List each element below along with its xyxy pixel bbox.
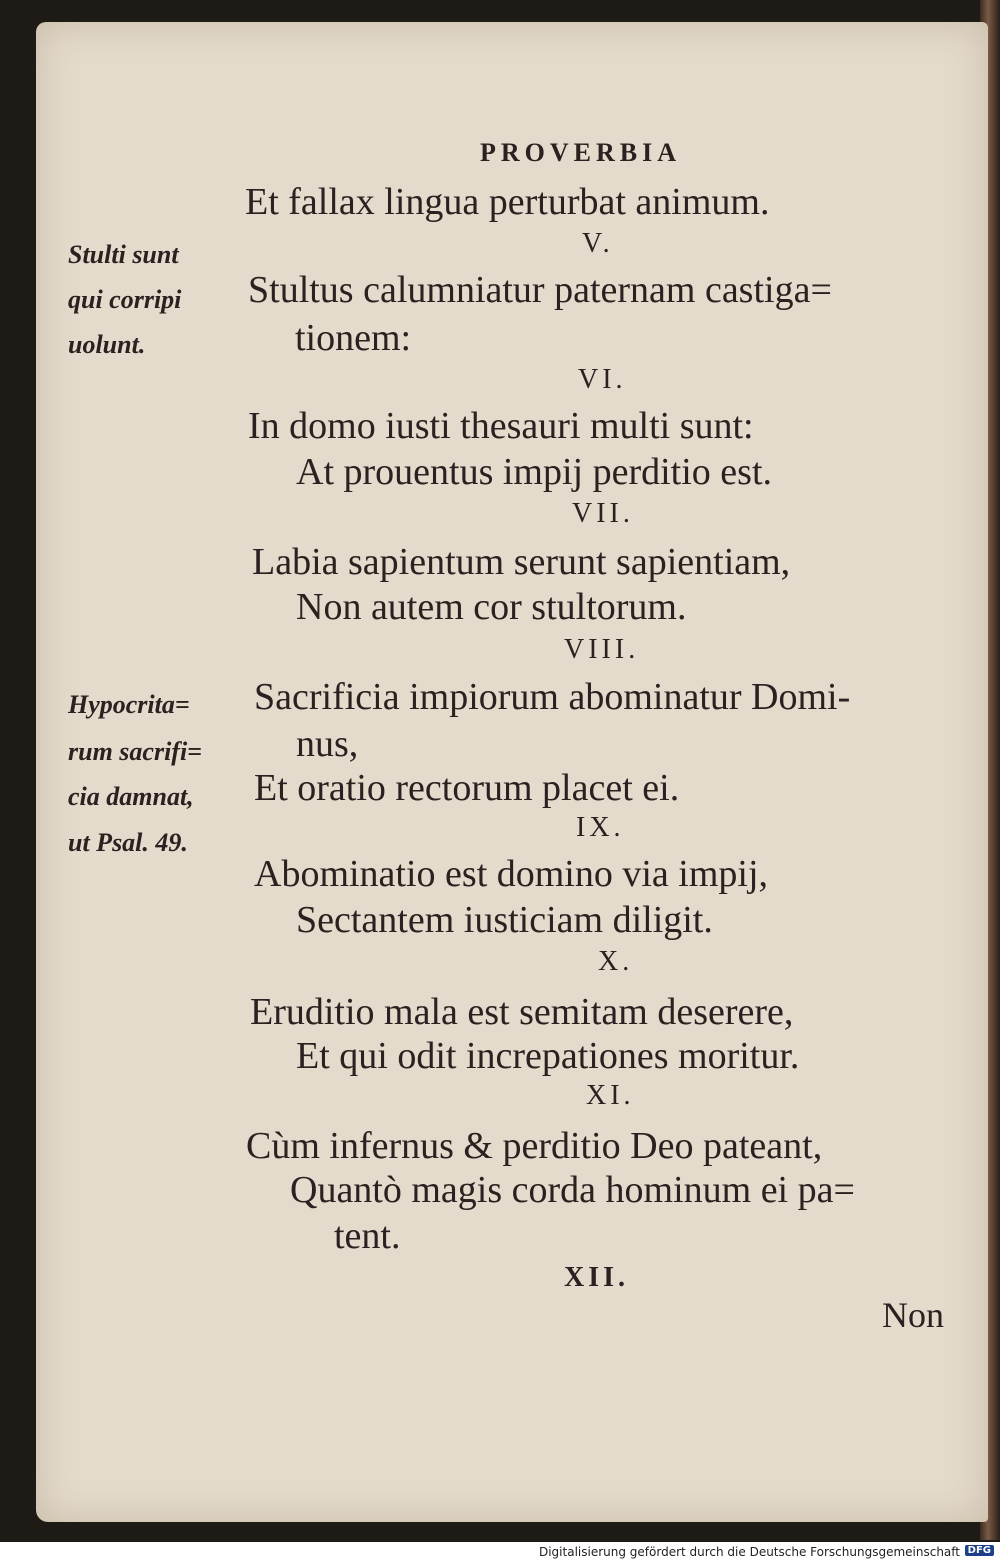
text-line: Cùm infernus & perditio Deo pateant, xyxy=(246,1125,823,1167)
marginal-note-line: cia damnat, xyxy=(68,782,194,811)
verse-number: IX. xyxy=(576,812,625,843)
verse-number: VI. xyxy=(578,364,627,395)
text-line: Quantò magis corda hominum ei pa= xyxy=(290,1169,855,1211)
text-line: Et oratio rectorum placet ei. xyxy=(254,767,680,809)
text-line: Labia sapientum serunt sapientiam, xyxy=(252,541,791,583)
text-line: tionem: xyxy=(295,317,412,359)
marginal-note-line: qui corripi xyxy=(68,285,182,314)
text-line: Sectantem iusticiam diligit. xyxy=(296,899,713,941)
dfg-logo: DFG xyxy=(965,1545,994,1556)
text-line: Et fallax lingua perturbat animum. xyxy=(245,181,770,223)
text-line: Eruditio mala est semitam deserere, xyxy=(250,991,794,1033)
text-line: Et qui odit increpationes moritur. xyxy=(296,1035,800,1077)
footer-credit: Digitalisierung gefördert durch die Deutsche Forschungsgemeinschaft xyxy=(538,1545,960,1559)
verse-number: XII. xyxy=(564,1262,630,1293)
text-line: Non autem cor stultorum. xyxy=(296,586,687,628)
marginal-note-line: rum sacrifi= xyxy=(68,737,202,766)
text-line: nus, xyxy=(296,723,359,765)
marginal-note-line: uolunt. xyxy=(68,330,146,359)
marginal-note-line: ut Psal. 49. xyxy=(68,828,188,857)
verse-number: V. xyxy=(582,228,614,259)
text-line: Stultus calumniatur paternam castiga= xyxy=(248,269,832,311)
text-line: In domo iusti thesauri multi sunt: xyxy=(248,405,754,447)
catchword: Non xyxy=(882,1295,944,1335)
verse-number: X. xyxy=(598,946,634,977)
verse-number: VII. xyxy=(572,498,634,529)
text-line: At prouentus impij perditio est. xyxy=(296,451,773,493)
text-line: tent. xyxy=(334,1215,401,1257)
running-head: PROVERBIA xyxy=(480,138,682,167)
verse-number: XI. xyxy=(586,1080,635,1111)
marginal-note-line: Stulti sunt xyxy=(68,240,179,269)
marginal-note-line: Hypocrita= xyxy=(68,690,190,719)
text-line: Sacrificia impiorum abominatur Domi- xyxy=(254,676,851,718)
verse-number: VIII. xyxy=(564,634,640,665)
footer-bar xyxy=(0,1542,1000,1562)
text-line: Abominatio est domino via impij, xyxy=(254,853,769,895)
